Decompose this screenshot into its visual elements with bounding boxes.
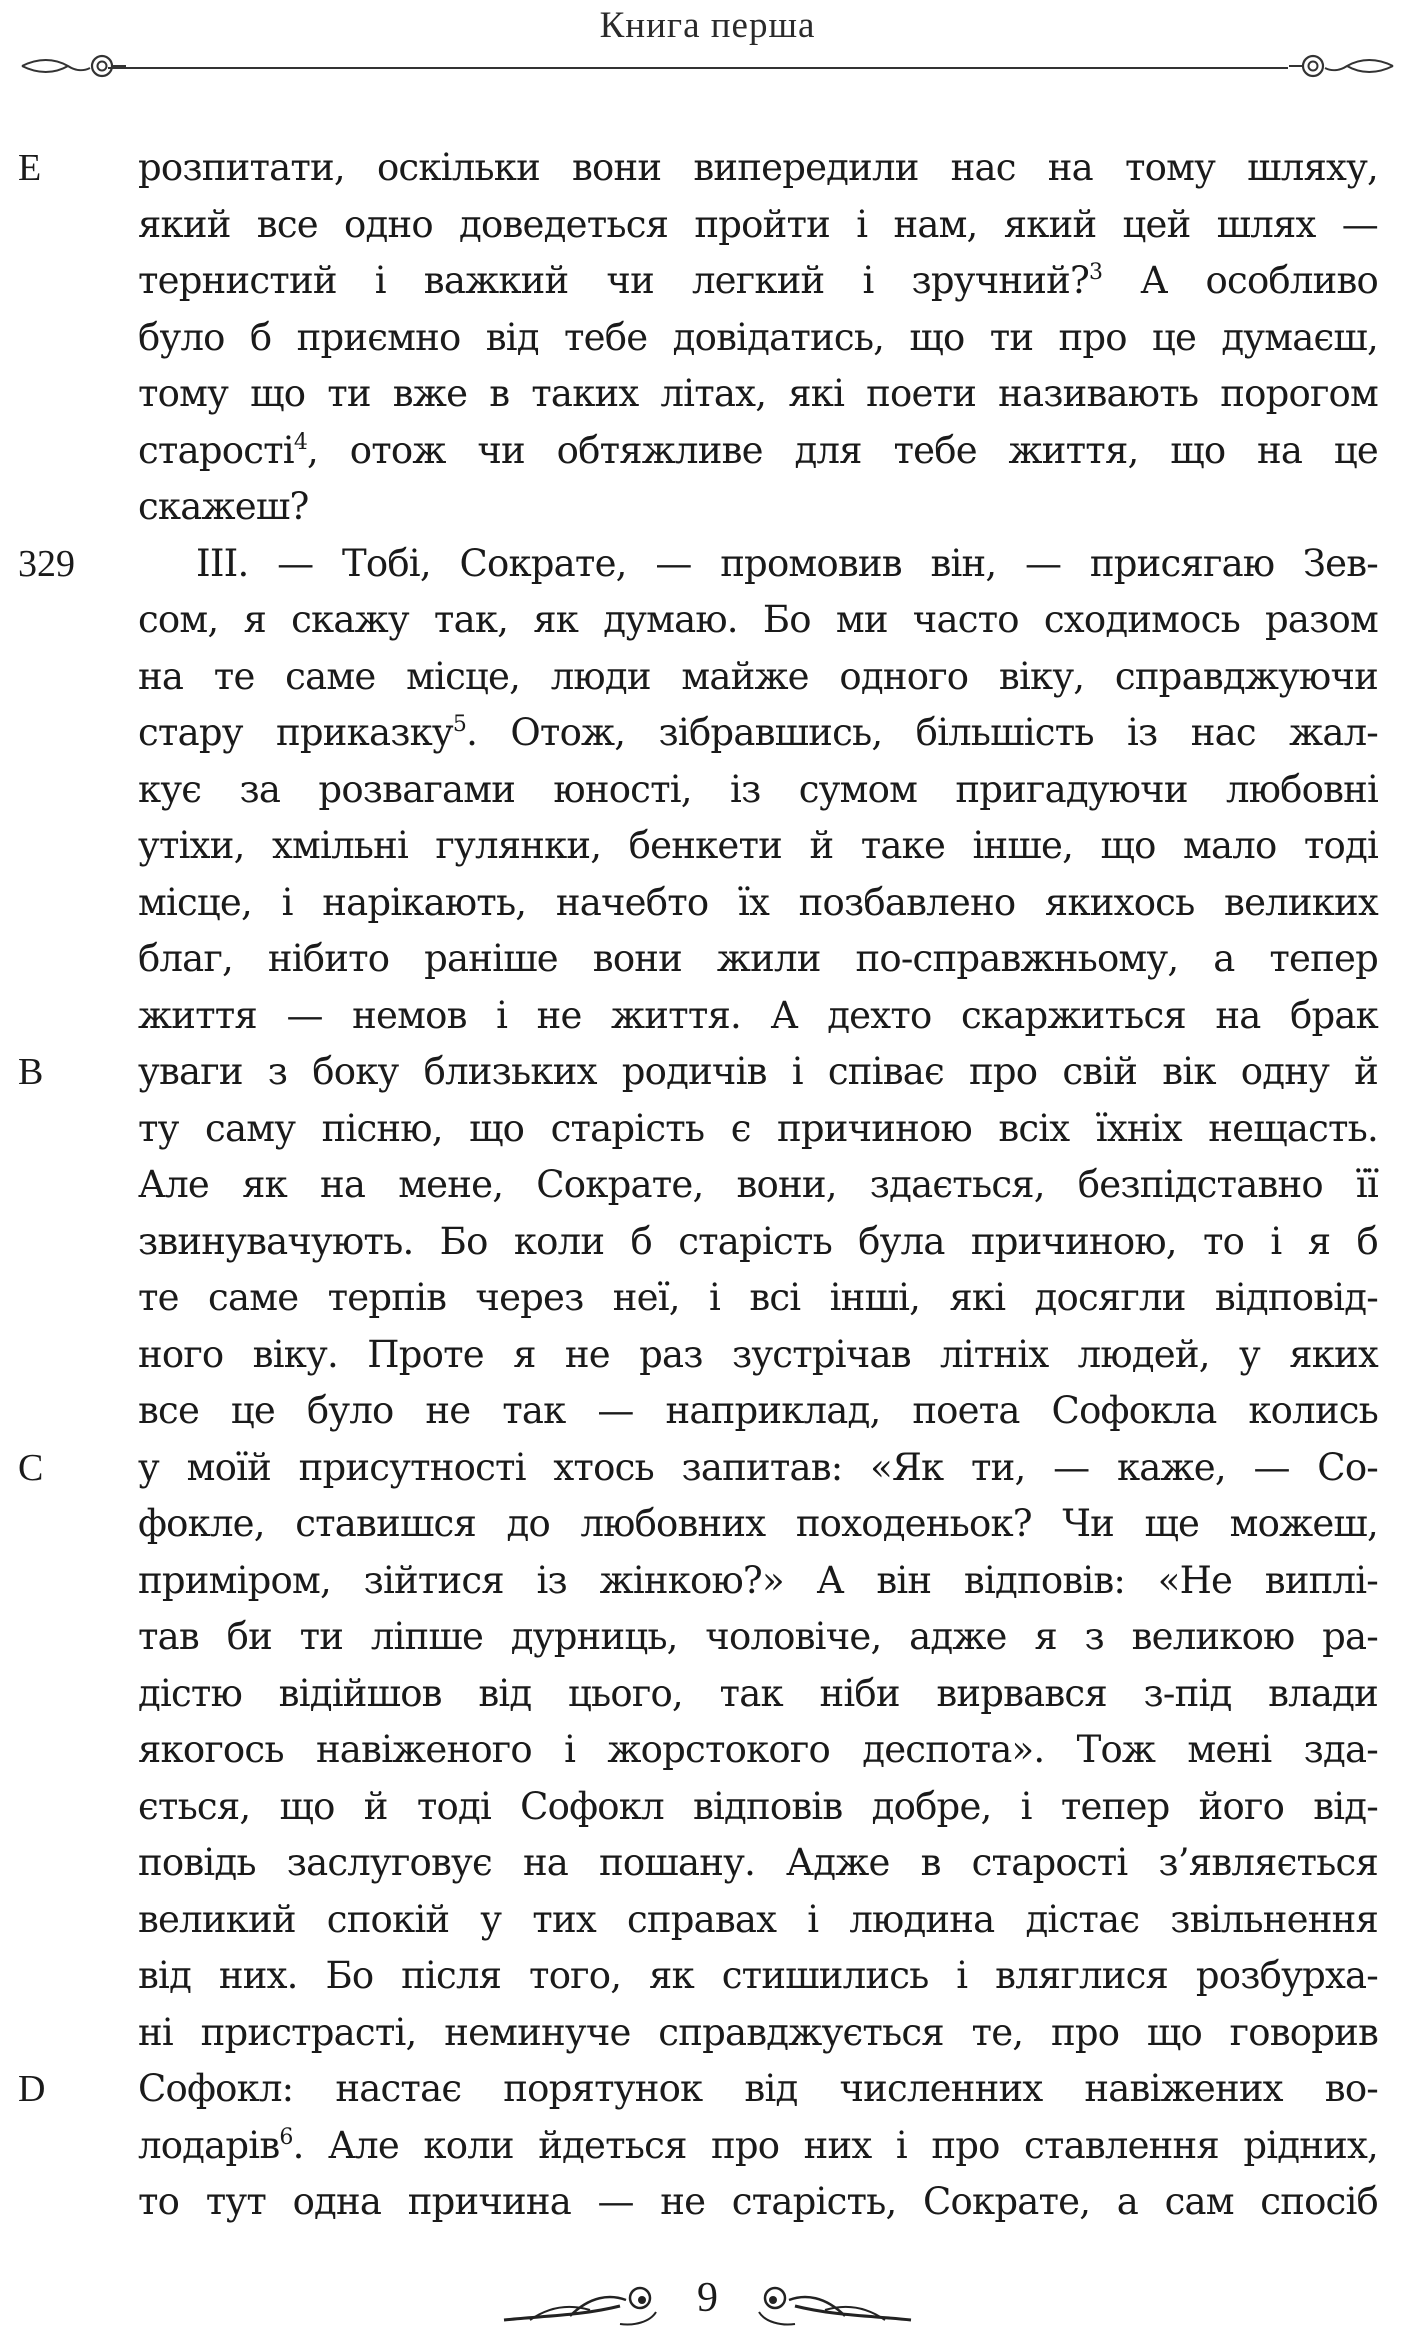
line-text bbox=[138, 2174, 1378, 2231]
running-header bbox=[0, 0, 1415, 80]
line-text bbox=[138, 2118, 1378, 2175]
line-text bbox=[138, 1835, 1378, 1892]
footnote-marker: 3 bbox=[1089, 260, 1103, 285]
text-line bbox=[0, 1327, 1415, 1384]
text-line bbox=[0, 140, 1415, 197]
text-line bbox=[0, 1722, 1415, 1779]
text-line bbox=[0, 1044, 1415, 1101]
line-text-main: благ, нібито раніше вони жили по-справжньому, а тепер bbox=[138, 937, 1378, 980]
text-line bbox=[0, 762, 1415, 819]
line-text bbox=[138, 2005, 1378, 2062]
text-line bbox=[0, 1383, 1415, 1440]
paragraph bbox=[0, 140, 1415, 536]
footnote-marker: 5 bbox=[452, 712, 467, 737]
line-text bbox=[138, 1609, 1378, 1666]
line-text-main: повідь заслуговує на пошану. Адже в старості з’являється bbox=[138, 1841, 1378, 1884]
line-text-main: сом, я скажу так, як думаю. Бо ми часто сходимось разом bbox=[138, 598, 1378, 641]
line-text-main: кує за розвагами юності, із сумом пригадуючи любовні bbox=[138, 767, 1378, 811]
line-text bbox=[138, 592, 1378, 649]
line-text bbox=[138, 705, 1378, 762]
line-text-main: у моїй присутності хтось запитав: «Як ти, — каже, — Со- bbox=[138, 1445, 1378, 1489]
stephanus-margin-label: E bbox=[18, 147, 42, 189]
running-header-title: Книга перша bbox=[599, 5, 816, 46]
text-line bbox=[0, 253, 1415, 310]
line-text bbox=[138, 253, 1378, 310]
header-left-ornament-icon bbox=[18, 44, 128, 88]
text-line bbox=[0, 1270, 1415, 1327]
text-line bbox=[0, 705, 1415, 762]
line-text bbox=[138, 1440, 1378, 1497]
line-text-main: утіхи, хмільні гулянки, бенкети й таке інше, що мало тоді bbox=[138, 824, 1378, 867]
text-line bbox=[0, 479, 1415, 536]
text-line bbox=[0, 310, 1415, 367]
line-text-main: стару приказку bbox=[138, 711, 453, 754]
line-text bbox=[138, 1383, 1378, 1440]
line-text-main: тав би ти ліпше дурниць, чоловіче, адже я з великою ра- bbox=[138, 1615, 1378, 1658]
line-text-main: розпитати, оскільки вони випередили нас на тому шляху, bbox=[138, 146, 1378, 189]
line-text bbox=[138, 140, 1378, 197]
page-footer bbox=[0, 2262, 1415, 2340]
text-line bbox=[0, 2061, 1415, 2118]
text-line bbox=[0, 1214, 1415, 1271]
line-text bbox=[138, 423, 1378, 480]
text-line bbox=[0, 1666, 1415, 1723]
page-number: 9 bbox=[697, 2275, 718, 2321]
line-text bbox=[196, 536, 1378, 593]
line-text-main: уваги з боку близьких родичів і співає про свій вік одну й bbox=[138, 1050, 1378, 1093]
line-text-main: від них. Бо після того, як стишились і вляглися розбурха- bbox=[138, 1954, 1378, 1997]
line-text bbox=[138, 1722, 1378, 1779]
line-text-main: на те саме місце, люди майже одного віку, справджуючи bbox=[138, 654, 1378, 698]
line-text-main: який все одно доведеться пройти і нам, який цей шлях — bbox=[138, 202, 1378, 246]
line-text-main: ється, що й тоді Софокл відповів добре, і тепер його від- bbox=[138, 1784, 1378, 1828]
text-line bbox=[0, 818, 1415, 875]
line-text bbox=[138, 1553, 1378, 1610]
line-text bbox=[138, 479, 1378, 536]
text-line bbox=[0, 2118, 1415, 2175]
footnote-marker: 4 bbox=[293, 429, 308, 455]
line-text-continuation: . Отож, зібравшись, більшість із нас жал- bbox=[466, 711, 1378, 754]
stephanus-margin-label: B bbox=[18, 1051, 44, 1093]
footnote-marker: 6 bbox=[279, 2124, 293, 2150]
line-text-main: ні пристрасті, неминуче справджується те, про що говорив bbox=[138, 2010, 1378, 2054]
book-text bbox=[0, 140, 1415, 2231]
text-line bbox=[0, 1553, 1415, 1610]
line-text-continuation: А особливо bbox=[1102, 259, 1378, 302]
line-text bbox=[138, 197, 1378, 254]
line-text-main: фокле, ставишся до любовних походеньок? Чи ще можеш, bbox=[138, 1502, 1378, 1545]
text-line bbox=[0, 1609, 1415, 1666]
line-text-main: якогось навіженого і жорстокого деспота». Тож мені зда- bbox=[138, 1728, 1378, 1771]
text-line bbox=[0, 2005, 1415, 2062]
line-text-main: приміром, зійтися із жінкою?» А він відповів: «Не виплі- bbox=[138, 1558, 1378, 1602]
text-line bbox=[0, 931, 1415, 988]
line-text-main: ного віку. Проте я не раз зустрічав літніх людей, у яких bbox=[138, 1332, 1378, 1376]
line-text-main: було б приємно від тебе довідатись, що ти про це думаєш, bbox=[138, 315, 1378, 359]
line-text bbox=[138, 310, 1378, 367]
line-text bbox=[138, 818, 1378, 875]
stephanus-margin-label: C bbox=[18, 1446, 44, 1489]
line-text-main: тернистий і важкий чи легкий і зручний? bbox=[138, 259, 1090, 302]
text-line bbox=[0, 366, 1415, 423]
line-text-main: ІІІ. — Тобі, Сократе, — промовив він, — присягаю Зев- bbox=[196, 541, 1378, 585]
line-text-main: ту саму пісню, що старість є причиною всіх їхніх нещасть. bbox=[138, 1106, 1378, 1150]
line-text-main: Софокл: настає порятунок від численних навіжених во- bbox=[138, 2067, 1378, 2110]
text-line bbox=[0, 592, 1415, 649]
text-line bbox=[0, 1892, 1415, 1949]
line-text bbox=[138, 988, 1378, 1045]
stephanus-margin-label: D bbox=[18, 2068, 46, 2110]
text-line bbox=[0, 1948, 1415, 2005]
header-divider bbox=[108, 67, 1288, 69]
line-text-main: місце, і нарікають, начебто їх позбавлено якихось великих bbox=[138, 880, 1378, 924]
line-text-continuation: . Але коли йдеться про них і про ставлення рідних, bbox=[292, 2123, 1378, 2167]
line-text-main: старості bbox=[138, 428, 294, 472]
line-text-main: тому що ти вже в таких літах, які поети називають порогом bbox=[138, 372, 1378, 415]
line-text bbox=[138, 649, 1378, 706]
text-line bbox=[0, 197, 1415, 254]
line-text-main: скажеш? bbox=[138, 485, 309, 528]
text-line bbox=[0, 649, 1415, 706]
text-line bbox=[0, 536, 1415, 593]
line-text-main: великий спокій у тих справах і людина дістає звільнення bbox=[138, 1897, 1378, 1941]
text-line bbox=[0, 1835, 1415, 1892]
line-text-main: дістю відійшов від цього, так ніби вирвався з-під влади bbox=[138, 1671, 1378, 1715]
text-line bbox=[0, 1779, 1415, 1836]
text-line bbox=[0, 875, 1415, 932]
line-text bbox=[138, 1214, 1378, 1271]
line-text bbox=[138, 1327, 1378, 1384]
line-text bbox=[138, 1948, 1378, 2005]
line-text-main: то тут одна причина — не старість, Сократе, а сам спосіб bbox=[138, 2180, 1378, 2223]
text-line bbox=[0, 1101, 1415, 1158]
line-text-main: те саме терпів через неї, і всі інші, які досягли відповід- bbox=[138, 1276, 1378, 1319]
line-text bbox=[138, 931, 1378, 988]
paragraph bbox=[0, 536, 1415, 2231]
header-right-ornament-icon bbox=[1287, 44, 1397, 88]
text-line bbox=[0, 1440, 1415, 1497]
line-text bbox=[138, 762, 1378, 819]
line-text bbox=[138, 1666, 1378, 1723]
line-text-main: життя — немов і не життя. А дехто скаржиться на брак bbox=[138, 993, 1378, 1037]
line-text bbox=[138, 1157, 1378, 1214]
stephanus-margin-label: 329 bbox=[18, 542, 75, 585]
line-text-main: лодарів bbox=[138, 2123, 280, 2167]
line-text bbox=[138, 1779, 1378, 1836]
text-line bbox=[0, 1157, 1415, 1214]
line-text-main: Але як на мене, Сократе, вони, здається, безпідставно її bbox=[138, 1163, 1378, 1206]
line-text bbox=[138, 875, 1378, 932]
footer-right-ornament-icon bbox=[755, 2276, 915, 2332]
line-text bbox=[138, 1892, 1378, 1949]
line-text bbox=[138, 2061, 1378, 2118]
line-text-continuation: , отож чи обтяжливе для тебе життя, що на це bbox=[307, 428, 1378, 472]
text-line bbox=[0, 2174, 1415, 2231]
text-line bbox=[0, 1496, 1415, 1553]
line-text-main: все це було не так — наприклад, поета Софокла колись bbox=[138, 1389, 1378, 1432]
text-line bbox=[0, 423, 1415, 480]
line-text bbox=[138, 1044, 1378, 1101]
line-text bbox=[138, 1270, 1378, 1327]
line-text bbox=[138, 1101, 1378, 1158]
text-line bbox=[0, 988, 1415, 1045]
line-text bbox=[138, 1496, 1378, 1553]
line-text bbox=[138, 366, 1378, 423]
line-text-main: звинувачують. Бо коли б старість була причиною, то і я б bbox=[138, 1219, 1378, 1263]
